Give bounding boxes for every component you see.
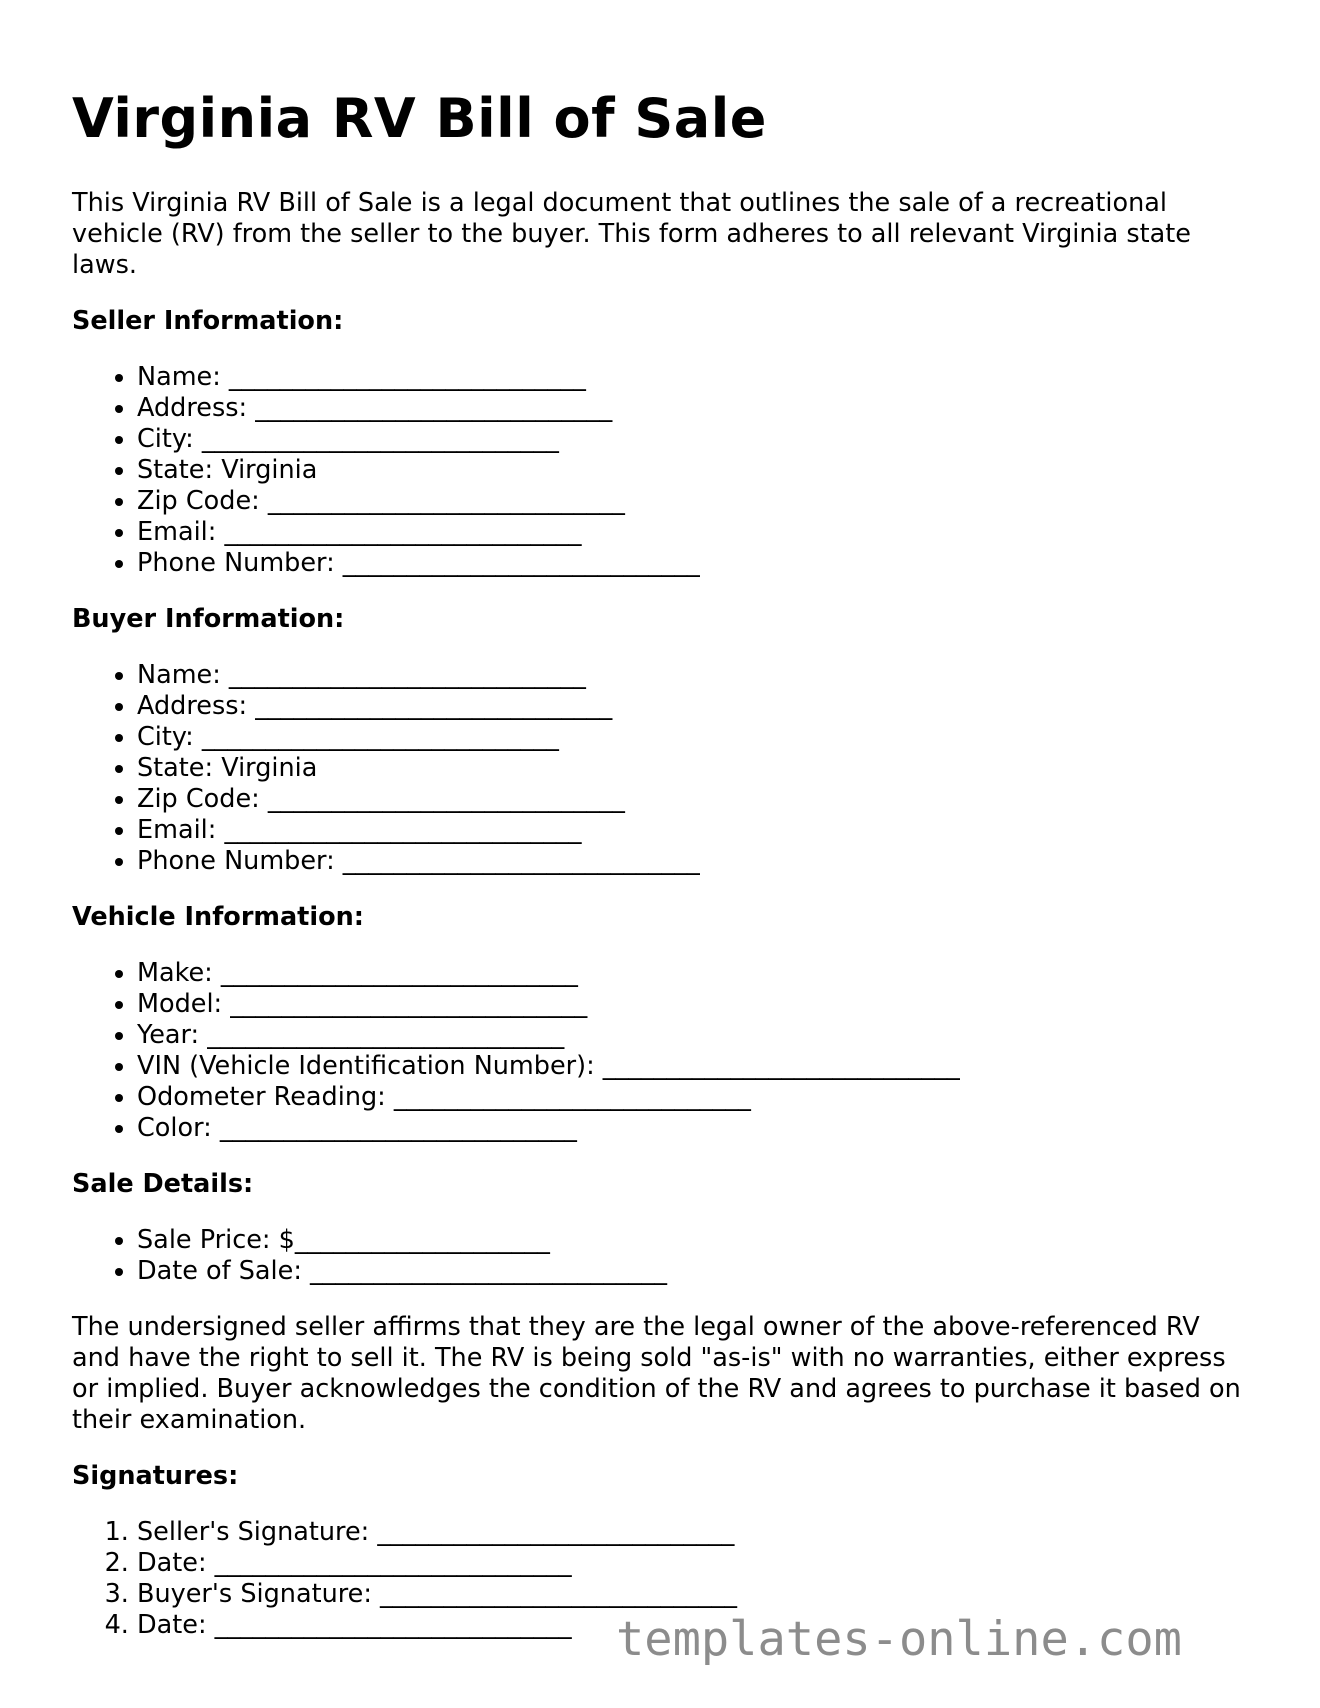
- vehicle-model-field: • Model: ____________________________: [137, 989, 1252, 1020]
- seller-address-field: • Address: ____________________________: [137, 393, 1252, 424]
- buyer-address-field: • Address: ____________________________: [137, 691, 1252, 722]
- sale-date-field: • Date of Sale: ____________________________: [137, 1256, 1252, 1287]
- sale-list: [72, 1225, 1252, 1287]
- seller-state-field: • State: Virginia: [137, 455, 1252, 486]
- document-title: Virginia RV Bill of Sale: [72, 87, 767, 150]
- sale-price-field: • Sale Price: $____________________: [137, 1225, 1252, 1256]
- signatures-heading: Signatures:: [72, 1461, 239, 1491]
- sale-heading: Sale Details:: [72, 1169, 254, 1199]
- buyer-name-field: • Name: ____________________________: [137, 660, 1252, 691]
- vehicle-odometer-field: • Odometer Reading: ____________________________: [137, 1082, 1252, 1113]
- seller-heading: Seller Information:: [72, 306, 344, 336]
- vehicle-make-field: • Make: ____________________________: [137, 958, 1252, 989]
- buyer-date-field: 4. Date: ____________________________: [137, 1610, 1252, 1641]
- vehicle-heading: Vehicle Information:: [72, 902, 364, 932]
- seller-email-field: • Email: ____________________________: [137, 517, 1252, 548]
- seller-name-field: • Name: ____________________________: [137, 362, 1252, 393]
- intro-paragraph: This Virginia RV Bill of Sale is a legal document that outlines the sale of a recreational vehicle (RV) from the seller to the buyer. This form adheres to all relevant Virginia state laws.: [72, 188, 1191, 280]
- vehicle-year-field: • Year: ____________________________: [137, 1020, 1252, 1051]
- affirmation-paragraph: The undersigned seller affirms that they are the legal owner of the above-referenced RV and have the right to sell it. The RV is being sold "as-is" with no warranties, either express or implied. Buyer acknowledges the condition of the RV and agrees to purchase it based on their examination.: [72, 1312, 1241, 1435]
- vehicle-list: [72, 958, 1252, 1144]
- document-page: [72, 84, 1252, 1666]
- buyer-phone-field: • Phone Number: ____________________________: [137, 846, 1252, 877]
- seller-city-field: • City: ____________________________: [137, 424, 1252, 455]
- buyer-email-field: • Email: ____________________________: [137, 815, 1252, 846]
- seller-signature-field: 1. Seller's Signature: ____________________________: [137, 1517, 1252, 1548]
- seller-list: [72, 362, 1252, 579]
- seller-date-field: 2. Date: ____________________________: [137, 1548, 1252, 1579]
- buyer-list: [72, 660, 1252, 877]
- buyer-signature-field: 3. Buyer's Signature: ____________________________: [137, 1579, 1252, 1610]
- seller-phone-field: • Phone Number: ____________________________: [137, 548, 1252, 579]
- seller-zip-field: • Zip Code: ____________________________: [137, 486, 1252, 517]
- buyer-heading: Buyer Information:: [72, 604, 345, 634]
- buyer-state-field: • State: Virginia: [137, 753, 1252, 784]
- buyer-zip-field: • Zip Code: ____________________________: [137, 784, 1252, 815]
- buyer-city-field: • City: ____________________________: [137, 722, 1252, 753]
- vehicle-color-field: • Color: ____________________________: [137, 1113, 1252, 1144]
- vehicle-vin-field: • VIN (Vehicle Identification Number): ____________________________: [137, 1051, 1252, 1082]
- watermark-text: templates-online.com: [616, 1612, 1182, 1667]
